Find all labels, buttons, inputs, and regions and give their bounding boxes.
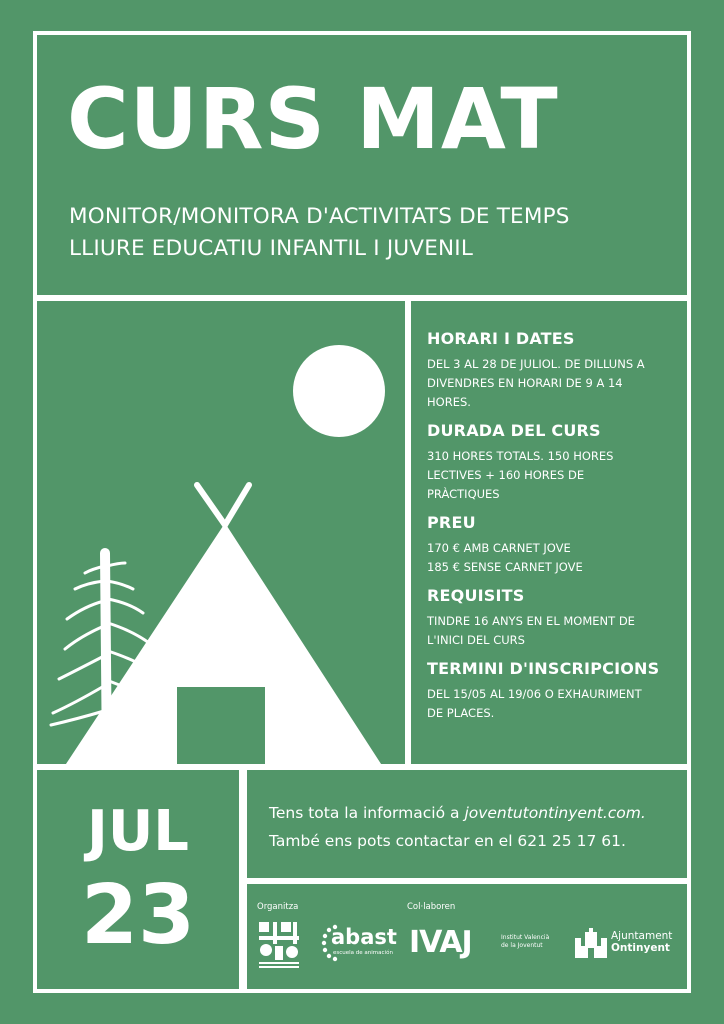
website-link[interactable]: joventutontinyent.com. (464, 804, 646, 822)
duration-text: 310 HORES TOTALS. 150 HORES (427, 449, 614, 463)
sun-icon (293, 345, 385, 437)
subtitle-line: MONITOR/MONITORA D'ACTIVITATS DE TEMPS (69, 204, 570, 229)
info-panel (407, 297, 691, 768)
abast-name: abast (331, 925, 397, 949)
price-text: 170 € AMB CARNET JOVE (427, 541, 571, 555)
ivaj-name: IVAJ (409, 925, 472, 960)
logos-panel (243, 880, 691, 993)
consell-local-logo-icon (257, 920, 303, 970)
contact-phone-line: També ens pots contactar en el 621 25 17 61. (269, 832, 626, 850)
duration-heading: DURADA DEL CURS (427, 421, 601, 440)
schedule-text: DEL 3 AL 28 DE JULIOL. DE DILLUNS A (427, 357, 645, 371)
course-title: CURS MAT (67, 70, 559, 168)
requirements-section (427, 586, 677, 650)
date-panel (33, 766, 243, 993)
requirements-text: TINDRE 16 ANYS EN EL MOMENT DE (427, 614, 635, 628)
price-heading: PREU (427, 513, 476, 532)
deadline-heading: TERMINI D'INSCRIPCIONS (427, 659, 660, 678)
ivaj-tagline-line: de la Joventut (501, 942, 543, 949)
contact-panel (243, 766, 691, 882)
abast-tagline: escuela de animación (333, 950, 393, 956)
date-day: 23 (80, 868, 196, 963)
contact-text: Tens tota la informació a (269, 804, 465, 822)
price-text: 185 € SENSE CARNET JOVE (427, 560, 583, 574)
schedule-section (427, 329, 677, 412)
tent-icon (64, 523, 383, 764)
deadline-text: DE PLACES. (427, 706, 495, 720)
duration-section (427, 421, 677, 504)
duration-text: LECTIVES + 160 HORES DE (427, 468, 585, 482)
collaborators-label: Col·laboren (407, 902, 456, 912)
ivaj-tagline-line: Institut Valencià (501, 934, 550, 941)
subtitle-line: LLIURE EDUCATIU INFANTIL I JUVENIL (69, 236, 474, 261)
price-section (427, 513, 677, 577)
requirements-heading: REQUISITS (427, 586, 525, 605)
contact-website-line (269, 804, 646, 822)
ajuntament-line: Ontinyent (611, 942, 670, 954)
organizer-label: Organitza (257, 902, 299, 912)
castle-icon (573, 928, 609, 960)
ajuntament-line: Ajuntament (611, 930, 673, 942)
tent-illustration (37, 301, 405, 764)
ajuntament-label (611, 930, 672, 954)
course-subtitle (69, 201, 669, 265)
duration-text: PRÀCTIQUES (427, 487, 500, 501)
requirements-text: L'INICI DEL CURS (427, 633, 525, 647)
title-panel (33, 31, 691, 299)
schedule-text: DIVENDRES EN HORARI DE 9 A 14 (427, 376, 623, 390)
deadline-text: DEL 15/05 AL 19/06 O EXHAURIMENT (427, 687, 642, 701)
ivaj-tagline (501, 934, 549, 950)
schedule-text: HORES. (427, 395, 471, 409)
deadline-section (427, 659, 677, 723)
date-month: JUL (87, 799, 189, 864)
schedule-heading: HORARI I DATES (427, 329, 575, 348)
illustration-panel (33, 297, 409, 768)
